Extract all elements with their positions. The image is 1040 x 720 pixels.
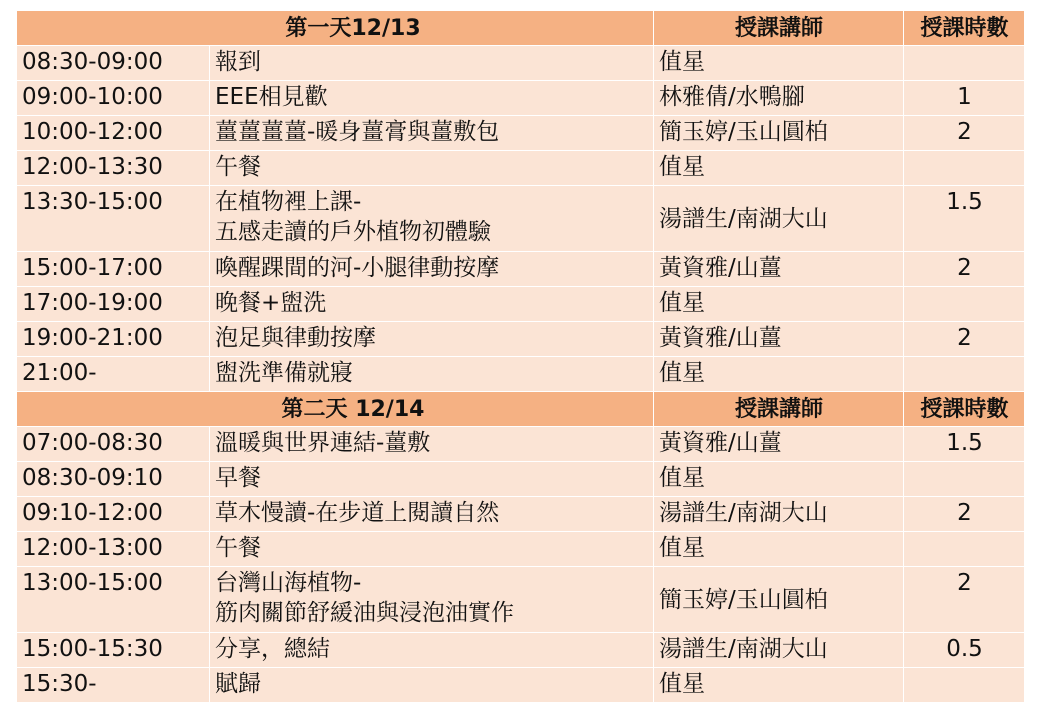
- activity-cell: [210, 497, 654, 532]
- time-cell: 15:00-15:30: [17, 633, 210, 668]
- activity-line: 午餐: [215, 535, 261, 561]
- activity-line: 台灣山海植物-: [215, 570, 362, 596]
- teacher-cell: 簡玉婷/玉山圓柏: [654, 567, 904, 633]
- time-cell: 10:00-12:00: [17, 116, 210, 151]
- hours-cell: 2: [904, 567, 1025, 633]
- schedule-row: [17, 633, 1025, 668]
- time-cell: 08:30-09:10: [17, 462, 210, 497]
- activity-cell: [210, 322, 654, 357]
- activity-line: 溫暖與世界連結-薑敷: [215, 430, 431, 456]
- time-cell: 07:00-08:30: [17, 427, 210, 462]
- time-cell: 19:00-21:00: [17, 322, 210, 357]
- activity-line: 筋肉關節舒緩油與浸泡油實作: [215, 600, 514, 626]
- activity-line: 薑薑薑薑-暖身薑膏與薑敷包: [215, 119, 500, 145]
- hours-cell: 1.5: [904, 186, 1025, 252]
- schedule-table: [16, 10, 1025, 703]
- teacher-cell: 值星: [654, 151, 904, 186]
- activity-cell: [210, 427, 654, 462]
- activity-cell: [210, 81, 654, 116]
- activity-cell: [210, 532, 654, 567]
- schedule-row: [17, 186, 1025, 252]
- activity-line: 草木慢讀-在步道上閱讀自然: [215, 500, 500, 526]
- activity-line: 五感走讀的戶外植物初體驗: [215, 219, 491, 245]
- schedule-row: [17, 322, 1025, 357]
- day-header-row: [17, 392, 1025, 427]
- activity-line: EEE相見歡: [215, 84, 328, 110]
- hours-cell: [904, 532, 1025, 567]
- activity-line: 分享，總結: [215, 636, 330, 662]
- activity-line: 泡足與律動按摩: [215, 325, 376, 351]
- schedule-row: [17, 567, 1025, 633]
- hours-cell: 2: [904, 252, 1025, 287]
- hours-cell: [904, 287, 1025, 322]
- schedule-row: [17, 427, 1025, 462]
- day-title: 第一天12/13: [17, 11, 654, 46]
- time-cell: 12:00-13:00: [17, 532, 210, 567]
- teacher-cell: 林雅倩/水鴨腳: [654, 81, 904, 116]
- time-cell: 08:30-09:00: [17, 46, 210, 81]
- schedule-row: [17, 46, 1025, 81]
- teacher-cell: 值星: [654, 287, 904, 322]
- teacher-column-header: 授課講師: [654, 11, 904, 46]
- teacher-cell: 湯譜生/南湖大山: [654, 633, 904, 668]
- teacher-cell: 值星: [654, 357, 904, 392]
- time-cell: 15:00-17:00: [17, 252, 210, 287]
- day-title: 第二天 12/14: [17, 392, 654, 427]
- hours-cell: [904, 462, 1025, 497]
- teacher-cell: 黃資雅/山薑: [654, 427, 904, 462]
- hours-cell: [904, 151, 1025, 186]
- activity-cell: [210, 633, 654, 668]
- teacher-cell: 值星: [654, 532, 904, 567]
- schedule-body: [17, 11, 1025, 703]
- activity-cell: [210, 462, 654, 497]
- schedule-row: [17, 532, 1025, 567]
- activity-line: 報到: [215, 49, 261, 75]
- activity-cell: [210, 46, 654, 81]
- teacher-cell: 值星: [654, 462, 904, 497]
- activity-cell: [210, 252, 654, 287]
- time-cell: 09:00-10:00: [17, 81, 210, 116]
- schedule-row: [17, 151, 1025, 186]
- hours-cell: 2: [904, 497, 1025, 532]
- hours-cell: 2: [904, 116, 1025, 151]
- hours-cell: [904, 46, 1025, 81]
- day-header-row: [17, 11, 1025, 46]
- activity-line: 在植物裡上課-: [215, 189, 362, 215]
- activity-line: 午餐: [215, 154, 261, 180]
- activity-line: 盥洗準備就寢: [215, 360, 353, 386]
- teacher-cell: 黃資雅/山薑: [654, 322, 904, 357]
- activity-cell: [210, 668, 654, 703]
- time-cell: 13:30-15:00: [17, 186, 210, 252]
- teacher-cell: 黃資雅/山薑: [654, 252, 904, 287]
- teacher-cell: 湯譜生/南湖大山: [654, 186, 904, 252]
- hours-column-header: 授課時數: [904, 392, 1025, 427]
- schedule-row: [17, 462, 1025, 497]
- schedule-row: [17, 287, 1025, 322]
- time-cell: 15:30-: [17, 668, 210, 703]
- activity-line: 喚醒踝間的河-小腿律動按摩: [215, 255, 500, 281]
- hours-cell: 1.5: [904, 427, 1025, 462]
- schedule-row: [17, 252, 1025, 287]
- activity-cell: [210, 186, 654, 252]
- teacher-cell: 值星: [654, 46, 904, 81]
- activity-line: 晚餐+盥洗: [215, 290, 327, 316]
- teacher-cell: 簡玉婷/玉山圓柏: [654, 116, 904, 151]
- schedule-row: [17, 668, 1025, 703]
- hours-cell: 0.5: [904, 633, 1025, 668]
- teacher-cell: 湯譜生/南湖大山: [654, 497, 904, 532]
- time-cell: 12:00-13:30: [17, 151, 210, 186]
- activity-line: 賦歸: [215, 671, 261, 697]
- activity-cell: [210, 287, 654, 322]
- hours-cell: 2: [904, 322, 1025, 357]
- hours-cell: [904, 357, 1025, 392]
- time-cell: 13:00-15:00: [17, 567, 210, 633]
- hours-column-header: 授課時數: [904, 11, 1025, 46]
- schedule-row: [17, 497, 1025, 532]
- schedule-row: [17, 116, 1025, 151]
- time-cell: 21:00-: [17, 357, 210, 392]
- activity-cell: [210, 567, 654, 633]
- hours-cell: 1: [904, 81, 1025, 116]
- activity-cell: [210, 116, 654, 151]
- teacher-column-header: 授課講師: [654, 392, 904, 427]
- schedule-row: [17, 81, 1025, 116]
- time-cell: 17:00-19:00: [17, 287, 210, 322]
- time-cell: 09:10-12:00: [17, 497, 210, 532]
- hours-cell: [904, 668, 1025, 703]
- schedule-sheet: [16, 10, 1024, 703]
- activity-cell: [210, 151, 654, 186]
- activity-line: 早餐: [215, 465, 261, 491]
- teacher-cell: 值星: [654, 668, 904, 703]
- activity-cell: [210, 357, 654, 392]
- schedule-row: [17, 357, 1025, 392]
